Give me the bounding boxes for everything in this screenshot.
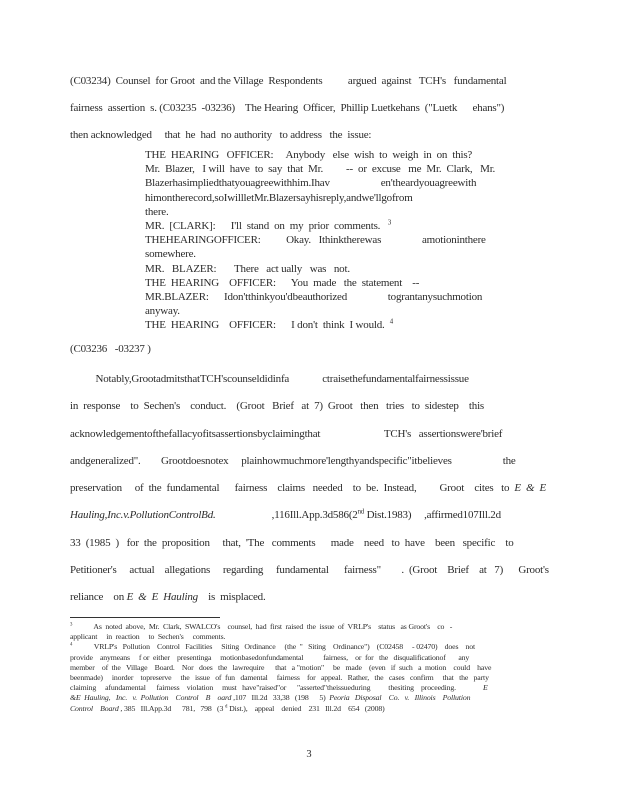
text-segment: himontherecord,soIwillletMr.Blazersayhisreply,andwe'llgofrom [145,191,413,204]
text-segment: VRLP's Pollution Control Facilities Siting Ordinance (the " Siting Ordinance") (C02458 - 02470) does not [72,642,476,652]
text-line [145,304,537,318]
text-line [145,191,537,205]
footnotes-block [70,622,556,714]
footnote-reference: d [225,704,228,710]
text-line [145,247,537,261]
text-segment: THE HEARING OFFICER: You made the statement -- [145,276,420,289]
text-line [70,448,552,475]
text-segment: E & E Hauling [126,591,198,604]
text-segment: applicant in reaction to Sechen's comments. [70,632,226,642]
text-segment: anyway. [145,305,180,318]
text-segment: (C03236 -03237 ) [70,343,151,355]
text-segment: (C03234) Counsel for Groot and the Village Respondents argued against TCH's fundamental [70,75,507,87]
text-line [70,683,556,693]
text-line [70,693,556,703]
text-segment: member of the Village Board. Nor does the lawrequire that a "motion" be made (even if such a motion could have [70,662,492,672]
hearing-transcript-block-quote [145,148,537,333]
text-segment: THEHEARINGOFFICER: Okay. Ithinktherewas amotioninthere [145,234,486,247]
text-segment: Control Board [70,703,119,713]
text-segment: As noted above, Mr. Clark, SWALCO's counsel, had first raised the issue of VRLP's status as Groot's co - [72,622,453,631]
text-segment: then acknowledged that he had no authority to address the issue: [70,129,372,141]
text-line [145,176,537,190]
text-line [70,502,552,529]
text-segment: 33 (1985 ) for the proposition that, 'The comments made need to have been specific to [70,536,514,549]
footnote-separator-rule [70,617,220,618]
footnote-reference: 4 [70,642,73,648]
footnote-reference: 3 [387,219,392,227]
text-segment: ,107 Ill.2d 33,38 (198 5) [231,693,330,703]
text-segment: Notably,GrootadmitsthatTCH'scounseldidinfa ctraisethefundamentalfairnessissue [70,373,469,385]
text-segment: preservation of the fundamental fairness claims needed to be. Instead, Groot cites to [70,482,515,495]
footnote-reference: 4 [389,318,393,326]
text-segment: reliance on [70,591,127,604]
text-segment: , 385 Ill.App.3d 781, 798 (3 [118,703,226,713]
text-segment: MR.BLAZER: Idon'tthinkyou'dbeauthorized tograntanysuchmotion [145,291,483,304]
text-segment: Dist.1983) ,affirmed107Ill.2d [364,509,501,522]
text-line [145,205,537,219]
text-line [70,122,552,149]
text-segment: THE HEARING OFFICER: Anybody else wish to weigh in on this? [145,149,473,161]
text-segment: oard [217,693,232,703]
text-segment: Blazerhasimpliedthatyouagreewithhim.Ihav en'theardyouagreewith [145,177,477,190]
text-segment: in response to Sechen's conduct. (Groot Brief at 7) Groot then tries to sidestep this [70,400,485,413]
text-line [70,704,556,714]
text-line [145,276,537,290]
text-line [70,642,556,652]
text-segment: E [482,683,488,693]
page-number: 3 [306,749,312,760]
text-line [145,148,537,162]
text-line [145,262,537,276]
text-segment: fairness assertion s. (C03235 -03236) The Hearing Officer, Phillip Luetkehans ("Luetk ehans") [70,102,505,114]
text-line [145,290,537,304]
text-line [70,663,556,673]
text-segment: Petitioner's actual allegations regarding fundamental fairness" . (Groot Brief at 7) Groot's [70,564,549,577]
text-segment: E & E [514,482,547,495]
text-segment: andgeneralized". Grootdoesnotex plainhowmuchmore'lengthyandspecific"itbelieves the [70,454,516,467]
text-segment: is misplaced. [197,591,266,604]
text-line [70,421,552,448]
text-segment: THE HEARING OFFICER: I don't think I would. [145,319,390,332]
text-line [70,530,552,557]
text-line [70,475,552,502]
text-segment: there. [145,205,169,218]
text-segment: MR. BLAZER: There act ually was not. [145,262,350,275]
paragraph-intro [70,68,552,149]
text-segment: provide anymeans f or either presentinga motionbasedonfundamental fairness, or for the disqualificationof any [70,652,470,662]
text-line [145,318,537,332]
text-segment: Hauling,Inc.v.PollutionControlBd. [70,509,216,522]
text-segment: somewhere. [145,248,196,261]
text-segment: MR. [CLARK]: I'll stand on my prior comments. [145,220,388,233]
text-line [70,673,556,683]
paragraph-argument [70,366,552,612]
text-line [70,557,552,584]
text-line [145,233,537,247]
text-segment: Dist.), appeal denied 231 Ill.2d 654 (2008) [227,703,385,713]
text-segment: Mr. Blazer, I will have to say that Mr. -- or excuse me Mr. Clark, Mr. [145,163,496,176]
text-segment: &E Hauling, Inc. v. Pollution Control B [70,693,211,703]
text-segment: ,116Ill.App.3d586(2 [215,509,358,522]
text-line [70,366,552,393]
text-segment: acknowledgementofthefallacyofitsassertionsbyclaimingthat TCH's assertionswere'brief [70,427,503,440]
text-line [70,584,552,611]
text-segment: beenmade) inorder topreserve the issue of fun damental fairness for appeal. Rather, the cases confirm that the party [70,673,489,683]
text-segment: Peoria Disposal Co. v. Illinois Pollution [329,693,471,703]
text-line [145,219,537,233]
text-line [70,68,552,95]
text-line [70,95,552,122]
text-line [70,653,556,663]
footnote-reference: 3 [70,622,73,628]
record-citation [70,342,552,356]
text-line [70,622,556,632]
text-segment: claiming afundamental fairness violation must have"raised"or "asserted"theissueduring thesiting proceeding. [70,683,483,693]
text-line [145,162,537,176]
text-line [70,632,556,642]
text-line [70,342,552,356]
text-line [70,393,552,420]
footnote-reference: nd [357,508,365,516]
